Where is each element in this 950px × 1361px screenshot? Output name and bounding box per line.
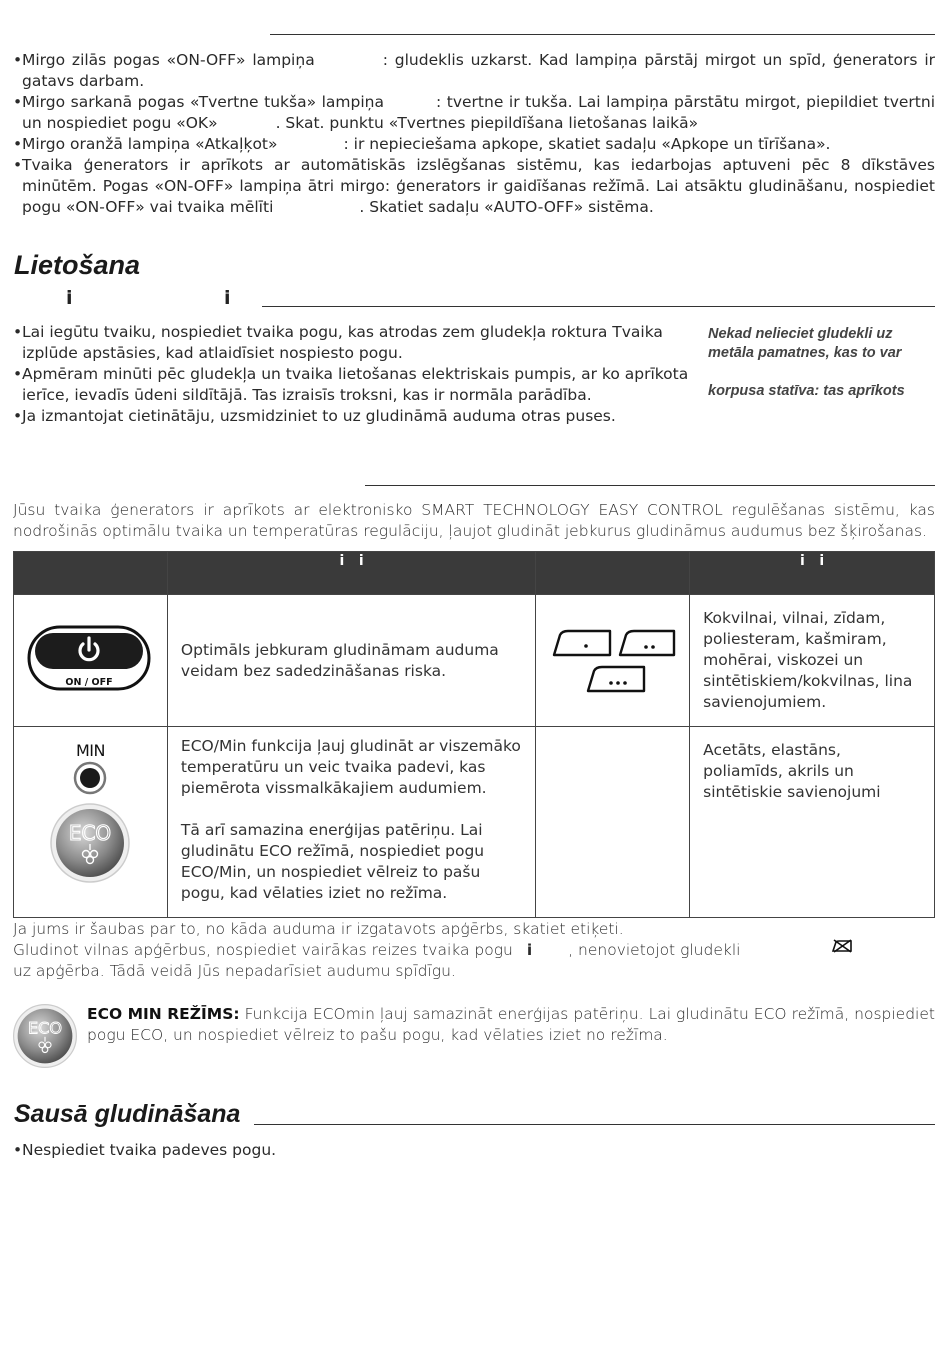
indicator-light-icon: [72, 760, 108, 796]
section-rule: [254, 1124, 935, 1125]
list-item: • Mirgo oranžā lampiņa «Atkaļķot» : ir nepieciešama apkope, skatiet sadaļu «Apkope un tīrīšana».: [13, 135, 831, 153]
no-iron-icon: [831, 939, 853, 953]
table-cell: Acetāts, elastāns, poliamīds, akrils un sintētiskie savienojumi: [690, 727, 935, 918]
section-title-dry: Sausā gludināšana: [14, 1100, 241, 1128]
table-cell: [536, 727, 690, 918]
iron-temperature-icons: [548, 623, 678, 695]
table-header: [536, 552, 690, 595]
list-item: • Tvaika ģenerators ir aprīkots ar automātiskās izslēgšanas sistēmu, kas iedarbojas aptuveni pēc 8 dīkstāves minūtēm. Pogas «ON-OFF» lampiņa ātri mirgo: ģenerators ir gaidīšanas režīmā. Lai atsāktu gludināšanu, nospiediet pogu «ON-OFF» vai tvaika mēlīti . Skatiet sadaļu «AUTO-OFF» sistēma.: [13, 156, 935, 216]
power-button-icon: [26, 624, 154, 694]
eco-button-icon: [12, 1003, 78, 1069]
list-item: • Lai iegūtu tvaiku, nospiediet tvaika pogu, kas atrodas zem gludekļa roktura Tvaika izplūde apstāsies, kad atlaidīsiet nospiesto pogu.: [13, 323, 663, 362]
list-item: • Mirgo sarkanā pogas «Tvertne tukša» lampiņa : tvertne ir tukša. Lai lampiņa pārstātu mirgot, piepildiet tvertni un nospiediet pogu «OK» . Skat. punktu «Tvertnes piepildīšana lietošanas laikā»: [13, 93, 935, 132]
subtitle-glyph: i: [224, 287, 231, 309]
table-cell: Optimāls jebkuram gludināmam auduma veidam bez sadedzināšanas riska.: [167, 595, 535, 727]
table-header: [14, 552, 168, 595]
table-row: [14, 595, 935, 727]
eco-min-mode-label: ECO MIN REŽĪMS:: [87, 1005, 240, 1023]
min-label: MIN: [75, 741, 105, 760]
svg-text:ON / OFF: ON / OFF: [65, 676, 114, 688]
table-header: i i: [690, 552, 935, 595]
smart-technology-paragraph: Jūsu tvaika ģenerators ir aprīkots ar elektronisko SMART TECHNOLOGY EASY CONTROL regulēšanas sistēmu, kas nodrošinās optimālu tvaika un temperatūras regulāciju, ļaujot gludināt jebkurus gludināmus audumus bez šķirošanas.: [13, 501, 935, 540]
list-item: • Apmēram minūti pēc gludekļa un tvaika lietošanas elektriskais pumpis, ar ko aprīkota ierīce, ievadīs ūdeni sildītājā. Tas izraisīs troksni, kas ir normāla parādība.: [13, 365, 689, 404]
steam-button-glyph: i: [526, 941, 533, 959]
on-off-cell: [14, 595, 168, 727]
warning-note: Nekad nelieciet gludekli uz metāla pamatnes, kas to var korpusa statīva: tas aprīkots: [708, 326, 905, 399]
settings-table: [13, 551, 935, 918]
wool-ironing-text: Gludinot vilnas apģērbus, nospiediet vairākas reizes tvaika pogu i , nenovietojot gludekli: [13, 941, 741, 959]
table-cell: Kokvilnai, vilnai, zīdam, poliesteram, kašmiram, mohērai, viskozei un sintētiskiem/kokvilnas, lina savienojumiem.: [690, 595, 935, 727]
wool-ironing-text-cont: uz apģērba. Tādā veidā Jūs nepadarīsiet audumu spīdīgu.: [13, 962, 456, 980]
list-item: • Mirgo zilās pogas «ON-OFF» lampiņa : gludeklis uzkarst. Kad lampiņa pārstāj mirgot un spīd, ģenerators ir gatavs darbam.: [13, 51, 936, 90]
subtitle-rule: [262, 306, 935, 307]
fabric-symbols-cell: [536, 595, 690, 727]
table-header-row: [14, 552, 935, 595]
eco-min-mode-text: ECO MIN REŽĪMS: Funkcija ECOmin ļauj samazināt enerģijas patēriņu. Lai gludinātu ECO režīmā, nospiediet pogu ECO, un nospiediet vēlreiz to pašu pogu, kad vēlaties iziet no režīma.: [87, 1005, 935, 1044]
list-item: • Ja izmantojat cietinātāju, uzsmidziniet to uz gludināmā auduma otras puses.: [13, 407, 616, 425]
list-item: • Nespiediet tvaika padeves pogu.: [13, 1141, 277, 1159]
eco-button-icon: [49, 802, 131, 884]
svg-text:ECO: ECO: [27, 1018, 63, 1038]
table-cell: ECO/Min funkcija ļauj gludināt ar viszemāko temperatūru un veic tvaika padevi, kas piemērota vissmalkākajiem audumiem. Tā arī samazina enerģijas patēriņu. Lai gludinātu ECO režīmā, nospiediet pogu ECO/Min, un nospiediet vēlreiz to pašu pogu, kad vēlaties iziet no režīma.: [167, 727, 535, 918]
table-header: i i: [167, 552, 535, 595]
table-row: [14, 727, 935, 918]
section-rule: [365, 485, 935, 486]
header-rule: [270, 34, 935, 35]
subtitle-glyph: i: [66, 287, 73, 309]
fabric-doubt-text: Ja jums ir šaubas par to, no kāda auduma ir izgatavots apģērbs, skatiet etiķeti.: [13, 920, 624, 938]
eco-min-cell: [14, 727, 168, 918]
svg-text:ECO: ECO: [69, 821, 112, 845]
section-title-use: Lietošana: [14, 250, 141, 280]
